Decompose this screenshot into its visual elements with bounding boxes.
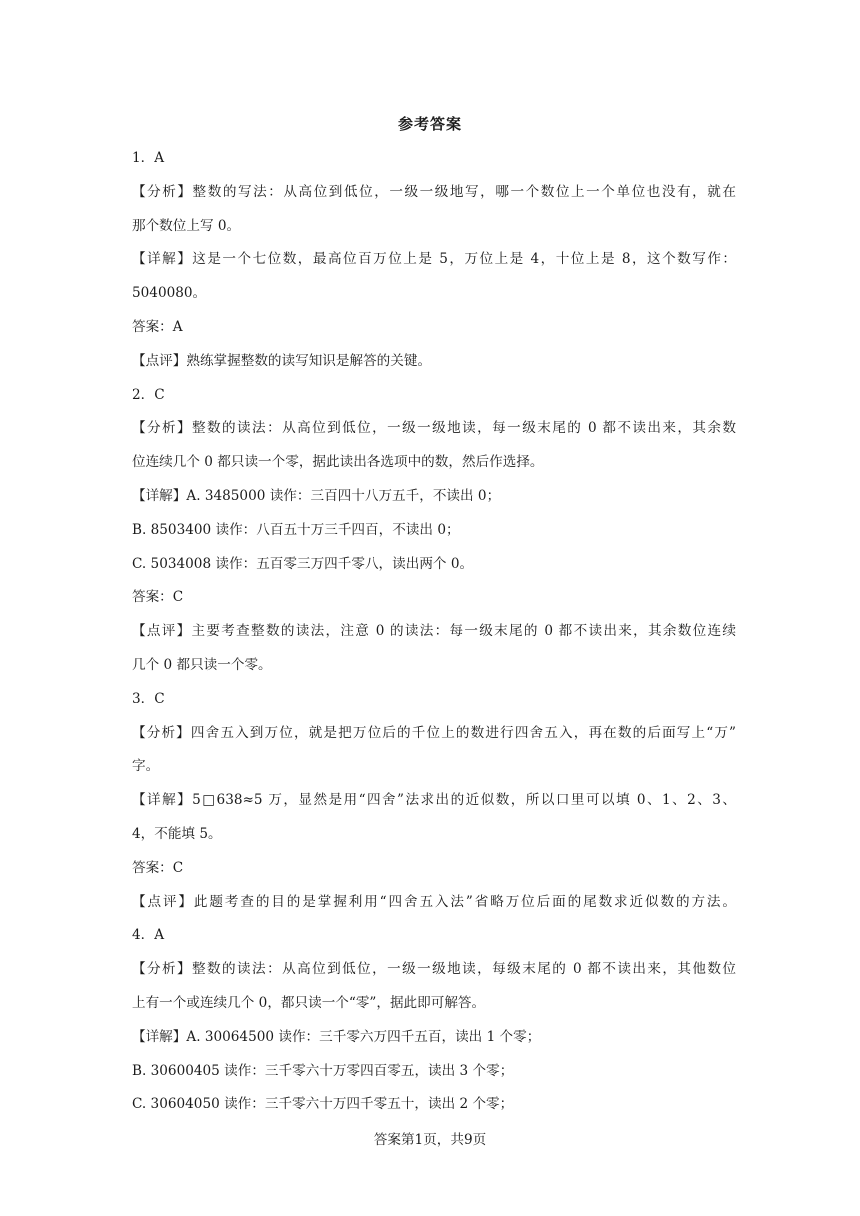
text-line: 2．C xyxy=(132,386,165,403)
text-line: 【分析】整数的读法：从高位到低位，一级一级地读，每级末尾的 0 都不读出来，其他数位 xyxy=(132,961,736,978)
text-line: 【分析】整数的写法：从高位到低位，一级一级地写，哪一个数位上一个单位也没有，就在 xyxy=(132,183,736,200)
page-title: 参考答案 xyxy=(397,115,462,133)
text-line: 答案：C xyxy=(132,589,184,606)
text-line: 【分析】四舍五入到万位，就是把万位后的千位上的数进行四舍五入，再在数的后面写上“万” xyxy=(132,724,736,741)
text-line: 【分析】整数的读法：从高位到低位，一级一级地读，每一级末尾的 0 都不读出来，其余数 xyxy=(132,420,736,437)
text-line: B. 30600405 读作：三千零六十万零四百零五，读出 3 个零； xyxy=(132,1062,514,1079)
text-line: 4．A xyxy=(132,927,165,944)
text-line: C. 30604050 读作：三千零六十万四千零五十，读出 2 个零； xyxy=(132,1096,514,1113)
text-line: 【点评】此题考查的目的是掌握利用“四舍五入法”省略万位后面的尾数求近似数的方法。 xyxy=(132,893,736,910)
text-line: 【详解】5□638≈5 万，显然是用“四舍”法求出的近似数，所以口里可以填 0、1、2、3、 xyxy=(132,792,736,809)
text-line: 3．C xyxy=(132,690,165,707)
text-line: C. 5034008 读作：五百零三万四千零八，读出两个 0。 xyxy=(132,555,474,572)
text-line: 4，不能填 5。 xyxy=(132,825,222,842)
text-line: 1．A xyxy=(132,150,165,166)
text-line: 位连续几个 0 都只读一个零，据此读出各选项中的数，然后作选择。 xyxy=(132,454,544,471)
answer-content xyxy=(132,142,736,1122)
text-line: 【点评】熟练掌握整数的读写知识是解答的关键。 xyxy=(132,352,432,369)
text-line: 几个 0 都只读一个零。 xyxy=(132,656,272,673)
text-line: 【点评】主要考查整数的读法，注意 0 的读法：每一级末尾的 0 都不读出来，其余数位连续 xyxy=(132,623,736,640)
page-footer: 答案第1页，共9页 xyxy=(373,1132,487,1148)
text-line: 那个数位上写 0。 xyxy=(132,217,241,234)
text-line: 【详解】A. 30064500 读作：三千零六万四千五百，读出 1 个零； xyxy=(132,1028,541,1045)
text-line: B. 8503400 读作：八百五十万三千四百，不读出 0； xyxy=(132,521,460,538)
text-line: 5040080。 xyxy=(132,285,207,302)
text-line: 上有一个或连续几个 0，都只读一个“零”，据此即可解答。 xyxy=(132,994,486,1011)
text-line: 答案：A xyxy=(132,318,183,335)
text-line: 字。 xyxy=(132,758,160,775)
text-line: 【详解】这是一个七位数，最高位百万位上是 5，万位上是 4，十位上是 8，这个数写作： xyxy=(132,251,736,268)
text-line: 【详解】A. 3485000 读作：三百四十八万五千，不读出 0； xyxy=(132,487,501,504)
text-line: 答案：C xyxy=(132,859,184,876)
